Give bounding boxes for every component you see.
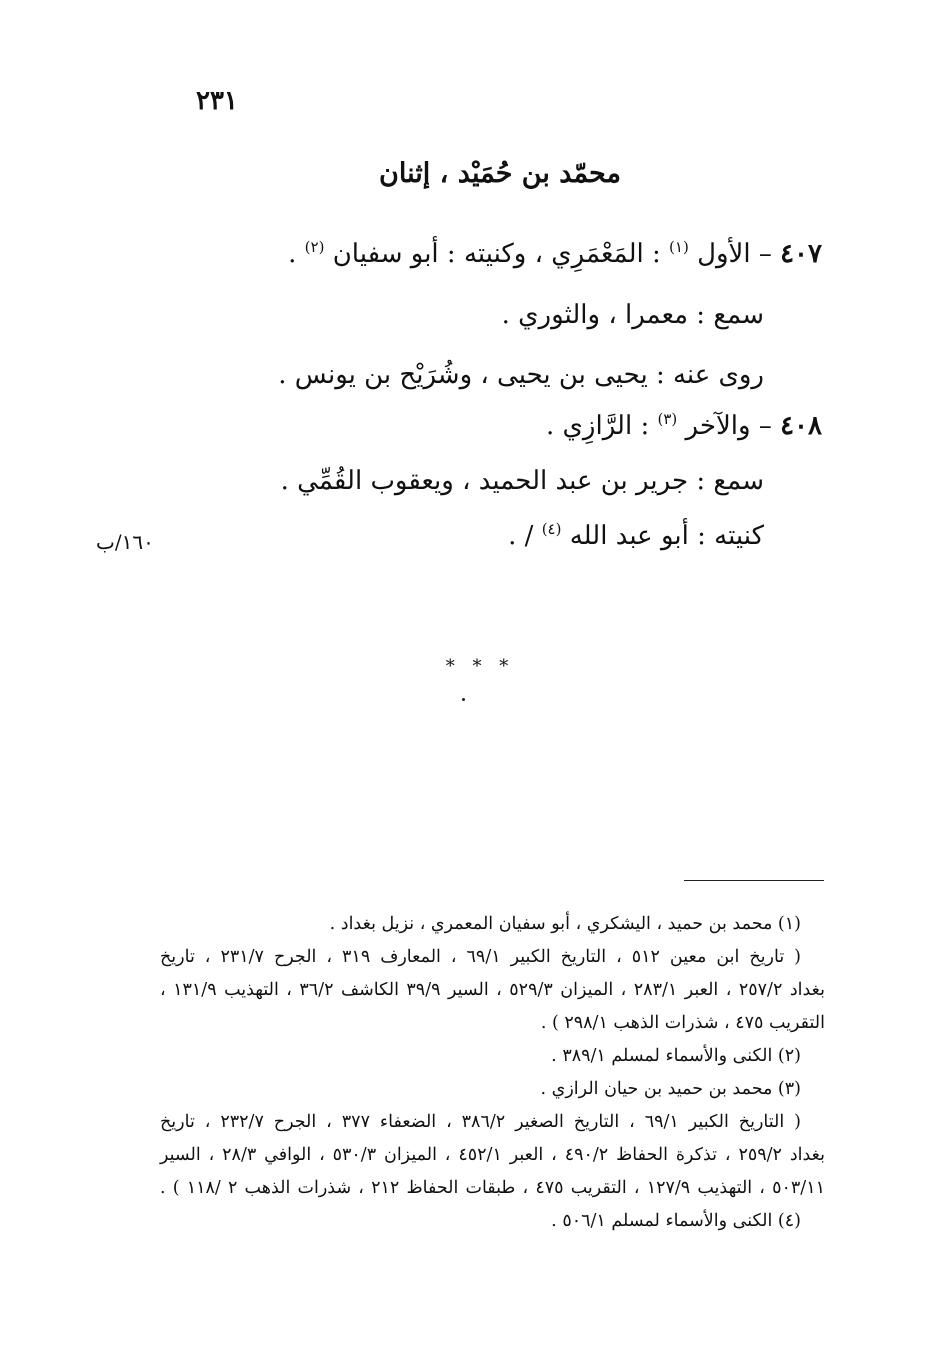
entry-408-heard: سمع : جرير بن عبد الحميد ، ويعقوب القُمِّي . xyxy=(280,466,764,496)
entry-407-header xyxy=(288,238,822,269)
entry-text: : الرَّازِي . xyxy=(546,411,658,441)
footnote-line: (٢) الكنى والأسماء لمسلم ٣٨٩/١ . xyxy=(551,1046,801,1066)
footnote-line: ( التاريخ الكبير ٦٩/١ ، التاريخ الصغير ٣٨٦/٢ ، الضعفاء ٣٧٧ ، الجرح ٢٣٢/٧ ، تاريخ xyxy=(160,1112,801,1132)
footnote-line: التقريب ٤٧٥ ، شذرات الذهب ٢٩٨/١ ) . xyxy=(540,1013,825,1033)
footnote-ref: (١) xyxy=(669,238,689,256)
entry-text: : المَعْمَرِي ، وكنيته : أبو سفيان xyxy=(332,239,670,269)
section-separator: * * * xyxy=(445,656,515,677)
entry-407-heard: سمع : معمرا ، والثوري . xyxy=(501,300,764,330)
footnote-divider xyxy=(684,880,824,881)
footnote-ref: (٢) xyxy=(304,238,325,256)
entry-label: الأول xyxy=(697,239,751,269)
ink-dot xyxy=(462,698,465,701)
kunya-text: كنيته : أبو عبد الله xyxy=(569,521,764,551)
footnote-line: بغداد ٢٥٧/٢ ، العبر ٢٨٣/١ ، الميزان ٥٢٩/٣ ، السير ٣٩/٩ الكاشف ٣٦/٢ ، التهذيب ١٣١/٩ ، xyxy=(160,980,825,1000)
footnote-line: ( تاريخ ابن معين ٥١٢ ، التاريخ الكبير ٦٩/١ ، المعارف ٣١٩ ، الجرح ٢٣١/٧ ، تاريخ xyxy=(160,947,802,967)
footnote-line: (١) محمد بن حميد ، اليشكري ، أبو سفيان المعمري ، نزيل بغداد . xyxy=(329,914,801,934)
entry-number: ٤٠٨ xyxy=(780,411,822,441)
footnote-line: (٤) الكنى والأسماء لمسلم ٥٠٦/١ . xyxy=(551,1211,801,1231)
chapter-heading: محمّد بن حُمَيْد ، إثنان xyxy=(379,158,621,189)
footnote-ref: (٤) xyxy=(541,520,562,538)
page-number: ٢٣١ xyxy=(196,86,238,116)
kunya-end: / . xyxy=(508,521,542,551)
manuscript-folio-note: ١٦٠/ب xyxy=(96,530,154,554)
entry-407-narrated: روى عنه : يحيى بن يحيى ، وشُرَيْح بن يونس . xyxy=(278,360,764,390)
footnote-line: ٥٠٣/١١ ، التهذيب ١٢٧/٩ ، التقريب ٤٧٥ ، طبقات الحفاظ ٢١٢ ، شذرات الذهب ٢ /١١٨ ) . xyxy=(160,1178,826,1198)
entry-408-kunya xyxy=(508,520,764,551)
entry-label: والآخر xyxy=(685,411,751,441)
entry-dash: – xyxy=(750,239,781,269)
entry-end: . xyxy=(288,239,305,269)
footnote-line: بغداد ٢٥٩/٢ ، تذكرة الحفاظ ٤٩٠/٢ ، العبر ٤٥٢/١ ، الميزان ٥٣٠/٣ ، الوافي ٢٨/٣ ، السير xyxy=(160,1145,825,1165)
footnotes xyxy=(160,908,825,1238)
entry-dash: – xyxy=(750,411,781,441)
footnote-line: (٣) محمد بن حميد بن حيان الرازي . xyxy=(540,1079,801,1099)
entry-408-header xyxy=(546,410,822,441)
entry-number: ٤٠٧ xyxy=(780,239,822,269)
footnote-ref: (٣) xyxy=(657,410,678,428)
